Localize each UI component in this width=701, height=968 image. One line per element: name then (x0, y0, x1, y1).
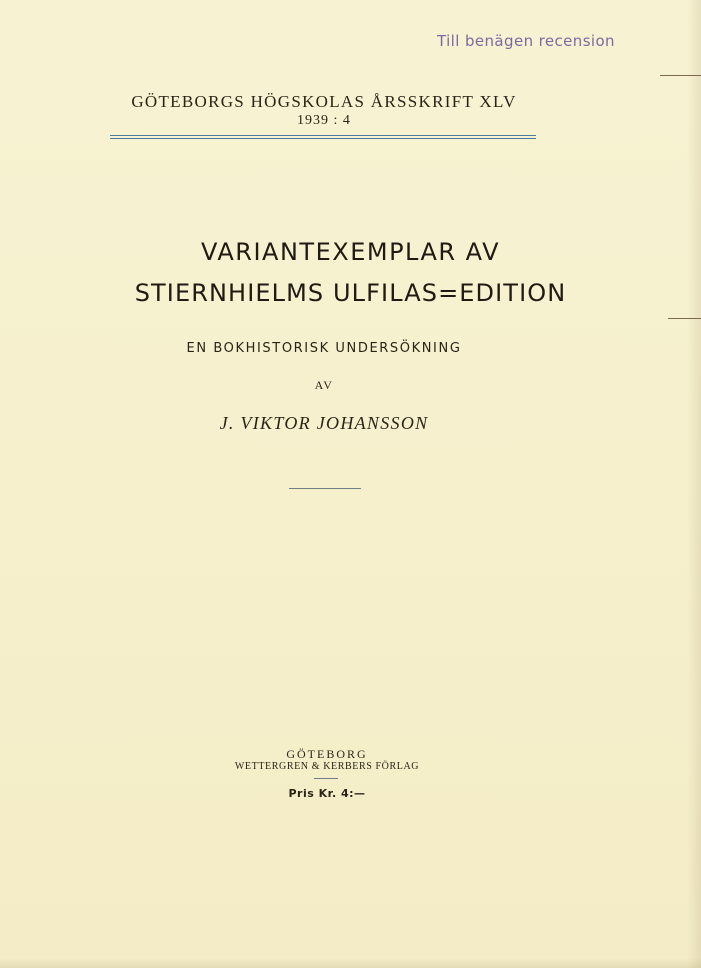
ornamental-rule (289, 488, 361, 489)
author-name: J. VIKTOR JOHANSSON (219, 413, 429, 433)
by-line: AV (314, 378, 334, 392)
paper-edge-shadow (687, 0, 701, 968)
main-title-line-1: VARIANTEXEMPLAR AV (201, 238, 500, 266)
paper-tear-mark (660, 75, 701, 76)
main-title-line-2: STIERNHIELMS ULFILAS=EDITION (134, 279, 567, 307)
imprint-publisher: WETTERGREN & KERBERS FÖRLAG (234, 761, 420, 772)
double-rule-divider (110, 135, 536, 139)
paper-bottom-shadow (0, 958, 701, 968)
review-stamp: Till benägen recension (437, 32, 615, 50)
subtitle: EN BOKHISTORISK UNDERSÖKNING (186, 341, 462, 356)
imprint-city: GÖTEBORG (286, 747, 368, 761)
paper-tear-mark (668, 318, 701, 319)
imprint-rule (314, 778, 338, 779)
series-title: GÖTEBORGS HÖGSKOLAS ÅRSSKRIFT XLV (131, 92, 517, 111)
price-label: Pris Kr. 4:— (288, 787, 366, 800)
series-number: 1939 : 4 (297, 113, 351, 128)
